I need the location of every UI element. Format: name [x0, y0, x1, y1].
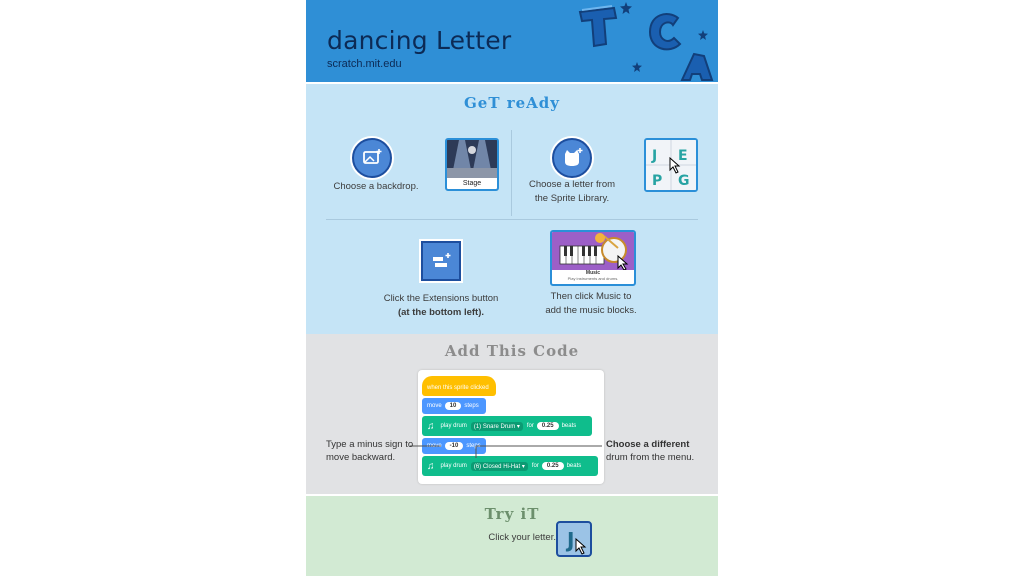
step1-caption: Choose a backdrop.: [333, 181, 419, 192]
step3-caption: Click the Extensions button (at the bottom left).: [383, 293, 499, 318]
note-minus-sign: Type a minus sign to move backward.: [326, 439, 414, 463]
sprite-icon: [554, 140, 590, 176]
step2-caption: Choose a letter from the Sprite Library.: [528, 179, 616, 204]
sprite-library-thumbnail[interactable]: [644, 138, 698, 192]
page-title: dancing Letter: [327, 26, 512, 55]
annotation-lines: [306, 334, 718, 494]
letter-a-decoration-icon: [678, 50, 718, 82]
try-it-title: Try iT: [484, 505, 540, 523]
site-url: scratch.mit.edu: [327, 58, 402, 70]
drum-dropdown[interactable]: (1) Snare Drum ▾: [471, 422, 523, 431]
letter-j-sprite-icon: [558, 523, 590, 555]
get-ready-section: [306, 82, 718, 334]
beats-input[interactable]: 0.25: [537, 422, 559, 430]
play-drum-block[interactable]: ♫ play drum (1) Snare Drum ▾ for 0.25 beats: [422, 416, 592, 436]
move-steps-input[interactable]: 10: [445, 402, 462, 410]
when-sprite-clicked-block[interactable]: when this sprite clicked: [422, 376, 496, 396]
letter-sprite-thumbnail[interactable]: [556, 521, 592, 557]
svg-text:J: J: [567, 528, 575, 552]
svg-text:G: G: [678, 173, 690, 189]
backdrop-icon: [354, 140, 390, 176]
step4-caption: Then click Music to add the music blocks.: [545, 291, 637, 316]
beats-input[interactable]: 0.25: [542, 462, 564, 470]
try-it-caption: Click your letter.: [488, 532, 556, 543]
star-decoration-icon: [698, 30, 708, 40]
music-card-subtitle: Play instruments and drums.: [567, 276, 619, 281]
note-different-drum: Choose a different drum from the menu.: [606, 439, 695, 463]
stage-label: Stage: [447, 178, 497, 189]
star-decoration-icon: [620, 2, 632, 14]
move-block[interactable]: move 10 steps: [422, 398, 486, 414]
music-card-title: Music: [585, 270, 601, 276]
music-note-icon: ♫: [427, 420, 435, 432]
choose-backdrop-button[interactable]: [352, 138, 392, 178]
svg-text:E: E: [678, 148, 688, 164]
move-steps-input[interactable]: -10: [445, 442, 464, 450]
drum-dropdown[interactable]: (6) Closed Hi-Hat ▾: [471, 462, 528, 471]
try-it-section: [306, 496, 718, 576]
divider-horizontal: [326, 219, 698, 220]
star-decoration-icon: [632, 62, 642, 72]
choose-sprite-button[interactable]: [552, 138, 592, 178]
music-note-icon: ♫: [427, 460, 435, 472]
get-ready-title: GeT reAdy: [463, 94, 561, 112]
play-drum-block[interactable]: ♫ play drum (6) Closed Hi-Hat ▾ for 0.25 beats: [422, 456, 598, 476]
stage-thumbnail[interactable]: [445, 138, 499, 191]
svg-text:P: P: [652, 173, 663, 189]
divider-vertical: [511, 130, 512, 216]
letter-t-decoration-icon: [574, 4, 624, 50]
add-code-section: [306, 334, 718, 494]
stage-spotlight-image: [447, 140, 497, 178]
svg-text:J: J: [652, 148, 658, 164]
move-block[interactable]: move -10 steps: [422, 438, 486, 454]
extensions-button[interactable]: [421, 241, 461, 281]
header: [306, 0, 718, 82]
music-keyboard-image: [552, 232, 634, 270]
sprite-letters-image: [646, 140, 696, 190]
music-extension-card[interactable]: [550, 230, 636, 286]
add-code-title: Add This Code: [444, 342, 580, 360]
activity-card: [306, 0, 718, 576]
extension-icon: [423, 243, 459, 279]
